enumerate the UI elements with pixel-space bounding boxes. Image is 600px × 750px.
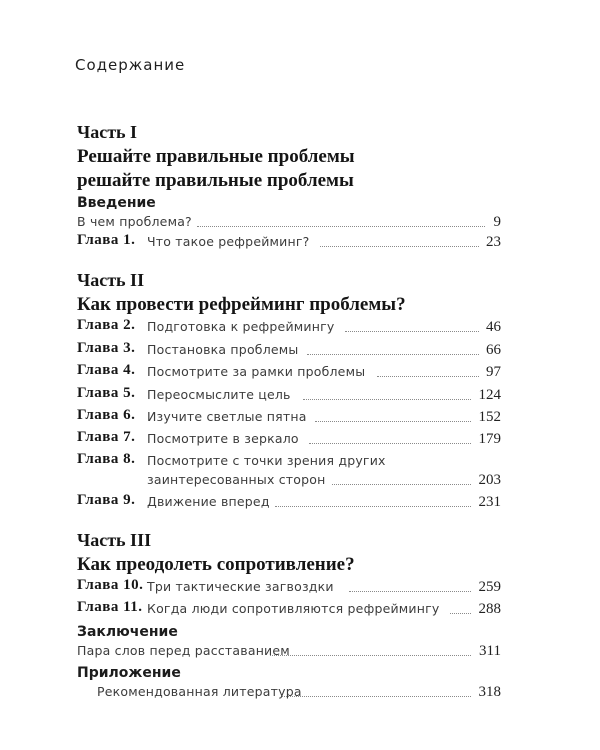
chapter-label: Глава 8. [77, 451, 136, 467]
chapter-label: Глава 7. [77, 429, 136, 445]
dot-leader [309, 443, 471, 444]
dot-leader [307, 354, 479, 355]
toc-entry-chapter-6[interactable] [77, 407, 501, 427]
toc-entry-text: Пара слов перед расставанием [77, 643, 290, 658]
toc-entry-page: 311 [479, 643, 501, 659]
chapter-label: Глава 2. [77, 317, 136, 333]
part-1-title-line-1: Решайте правильные проблемы [77, 146, 355, 167]
part-1-label: Часть I [77, 122, 138, 142]
part-3-label: Часть III [77, 530, 152, 550]
toc-entry-text: Подготовка к рефреймингу [147, 319, 335, 334]
dot-leader [332, 484, 471, 485]
dot-leader [270, 655, 471, 656]
toc-entry-page: 66 [486, 342, 501, 358]
dot-leader [349, 591, 471, 592]
toc-entry-chapter-7[interactable] [77, 429, 501, 449]
toc-entry-chapter-1[interactable] [77, 232, 501, 252]
toc-entry-chapter-5[interactable] [77, 385, 501, 405]
part-2-title: Как провести рефрейминг проблемы? [77, 294, 406, 315]
toc-entry-page: 288 [478, 601, 501, 617]
toc-entry-text: Три тактические загвоздки [147, 579, 334, 594]
toc-entry-chapter-2[interactable] [77, 317, 501, 337]
toc-entry-chapter-10[interactable] [77, 577, 501, 597]
dot-leader [345, 331, 479, 332]
part-3-title: Как преодолеть сопротивление? [77, 554, 355, 575]
dot-leader [320, 246, 479, 247]
dot-leader [450, 613, 471, 614]
dot-leader [282, 696, 471, 697]
dot-leader [275, 506, 471, 507]
toc-entry-chapter-11[interactable] [77, 599, 501, 619]
toc-entry-text: В чем проблема? [77, 214, 192, 229]
chapter-label: Глава 6. [77, 407, 136, 423]
chapter-label: Глава 5. [77, 385, 136, 401]
toc-entry-chapter-8[interactable] [77, 451, 501, 493]
toc-entry-page: 97 [486, 364, 501, 380]
page-title: Содержание [75, 56, 186, 74]
dot-leader [377, 376, 479, 377]
part-1-title-line-2: решайте правильные проблемы [77, 170, 354, 191]
toc-entry-text: Переосмыслите цель [147, 387, 291, 402]
toc-entry-text: Посмотрите за рамки проблемы [147, 364, 366, 379]
toc-entry-page: 46 [486, 319, 501, 335]
chapter-label: Глава 10. [77, 577, 144, 593]
conclusion-heading: Заключение [77, 624, 178, 640]
toc-entry-page: 9 [493, 214, 501, 230]
chapter-label: Глава 11. [77, 599, 143, 615]
toc-entry-text: Изучите светлые пятна [147, 409, 307, 424]
dot-leader [303, 399, 471, 400]
toc-entry-text: Когда люди сопротивляются рефреймингу [147, 601, 440, 616]
toc-entry-text-line-1: Посмотрите с точки зрения других [147, 453, 386, 468]
dot-leader [315, 421, 471, 422]
toc-entry-page: 318 [478, 684, 501, 700]
dot-leader [197, 226, 485, 227]
toc-entry-text: Что такое рефрейминг? [147, 234, 310, 249]
toc-entry-text: Постановка проблемы [147, 342, 299, 357]
toc-entry-chapter-9[interactable] [77, 492, 501, 512]
chapter-label: Глава 1. [77, 232, 136, 248]
toc-entry-page: 203 [478, 472, 501, 488]
toc-entry-appendix[interactable] [77, 682, 501, 702]
toc-entry-page: 124 [478, 387, 501, 403]
appendix-heading: Приложение [77, 665, 181, 681]
toc-entry-text: Посмотрите в зеркало [147, 431, 299, 446]
chapter-label: Глава 4. [77, 362, 136, 378]
toc-entry-chapter-4[interactable] [77, 362, 501, 382]
toc-entry-page: 179 [478, 431, 501, 447]
chapter-label: Глава 3. [77, 340, 136, 356]
toc-entry-page: 231 [478, 494, 501, 510]
toc-entry-page: 259 [478, 579, 501, 595]
toc-entry-text: Рекомендованная литература [97, 684, 302, 699]
toc-entry-page: 152 [478, 409, 501, 425]
toc-entry-text: Движение вперед [147, 494, 270, 509]
toc-entry-chapter-3[interactable] [77, 340, 501, 360]
part-2-label: Часть II [77, 270, 145, 290]
toc-entry-text-line-2: заинтересованных сторон [147, 472, 326, 487]
toc-entry-intro[interactable] [77, 212, 501, 232]
toc-entry-conclusion[interactable] [77, 641, 501, 661]
intro-heading: Введение [77, 195, 156, 211]
chapter-label: Глава 9. [77, 492, 136, 508]
toc-entry-page: 23 [486, 234, 501, 250]
